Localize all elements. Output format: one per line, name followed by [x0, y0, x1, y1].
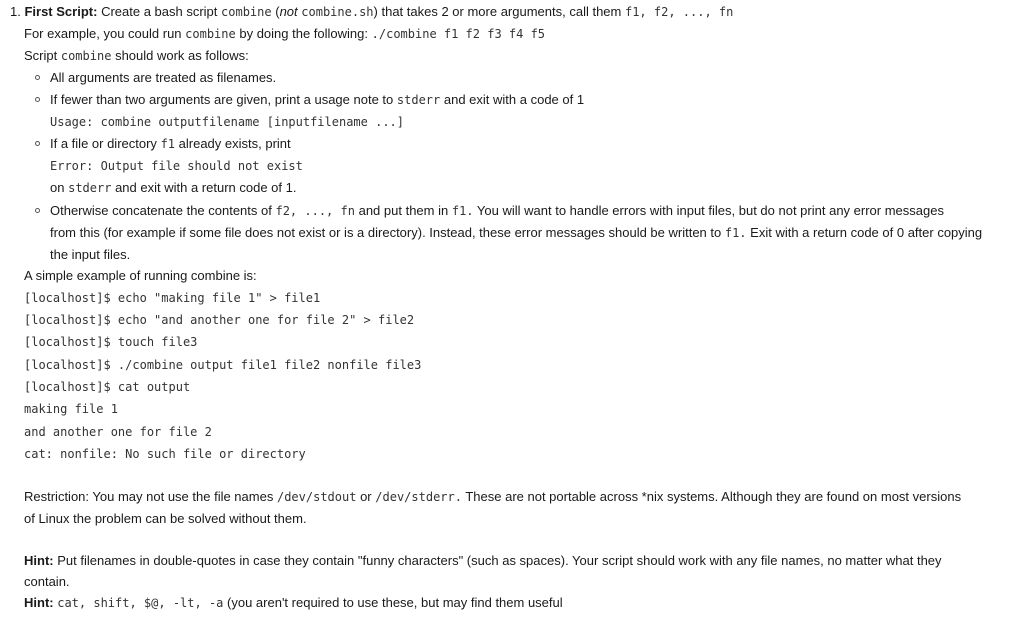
argument-list: f1, f2, ..., fn: [624, 5, 734, 19]
bullet-icon: [35, 208, 40, 213]
hint-paragraph: Hint: Put filenames in double-quotes in case they contain "funny characters" (such as spaces). Your script should work with any file names, no matter what they: [24, 553, 942, 568]
requirement-item: Otherwise concatenate the contents of f2, ..., fn and put them in f1. You will want to handle errors with input files, but do not print any error messages: [50, 203, 944, 218]
requirement-item: If fewer than two arguments are given, print a usage note to stderr and exit with a code of 1: [50, 92, 585, 107]
script-name: combine: [221, 5, 272, 19]
requirement-continuation: on stderr and exit with a return code of 1.: [50, 180, 297, 195]
should-work-line: Script combine should work as follows:: [24, 48, 249, 63]
requirement-item: If a file or directory f1 already exists, print: [50, 136, 291, 151]
terminal-line: [localhost]$ echo "and another one for file 2" > file2: [24, 313, 415, 327]
hint-commands: cat, shift, $@, -lt, -a: [57, 596, 224, 610]
restriction-paragraph: Restriction: You may not use the file names /dev/stdout or /dev/stderr. These are not portable across *nix systems. Although they are found on most versions: [24, 489, 962, 504]
error-message: Error: Output file should not exist: [50, 159, 303, 173]
requirement-continuation: the input files.: [50, 247, 131, 262]
terminal-line: [localhost]$ cat output: [24, 380, 191, 394]
bullet-icon: [35, 97, 40, 102]
hint-label: Hint:: [24, 553, 54, 568]
bullet-icon: [35, 141, 40, 146]
requirement-continuation: from this (for example if some file does not exist or is a directory). Instead, these error messages should be written to f1. Exit with a return code of 0 after copying: [50, 225, 983, 240]
terminal-line: [localhost]$ touch file3: [24, 335, 198, 349]
hint-continuation: contain.: [24, 574, 70, 589]
example-command: ./combine f1 f2 f3 f4 f5: [371, 27, 546, 41]
question-heading: 1. First Script: Create a bash script combine (not combine.sh) that takes 2 or more arguments, call them f1, f2, ..., fn: [10, 4, 734, 19]
example-heading: A simple example of running combine is:: [24, 268, 257, 283]
restriction-label: Restriction:: [24, 489, 90, 504]
terminal-line: and another one for file 2: [24, 425, 212, 439]
example-run-line: For example, you could run combine by doing the following: ./combine f1 f2 f3 f4 f5: [24, 26, 546, 41]
restriction-continuation: of Linux the problem can be solved without them.: [24, 511, 307, 526]
terminal-line: making file 1: [24, 402, 118, 416]
usage-message: Usage: combine outputfilename [inputfilename ...]: [50, 115, 405, 129]
hint-label: Hint:: [24, 595, 54, 610]
terminal-line: [localhost]$ ./combine output file1 file2 nonfile file3: [24, 358, 422, 372]
question-number: 1.: [10, 4, 21, 19]
hint-paragraph: Hint: cat, shift, $@, -lt, -a (you aren't required to use these, but may find them useful: [24, 595, 563, 610]
terminal-line: cat: nonfile: No such file or directory: [24, 447, 306, 461]
requirement-item: All arguments are treated as filenames.: [50, 70, 277, 85]
question-title: First Script:: [24, 4, 98, 19]
terminal-line: [localhost]$ echo "making file 1" > file1: [24, 291, 321, 305]
bullet-icon: [35, 75, 40, 80]
